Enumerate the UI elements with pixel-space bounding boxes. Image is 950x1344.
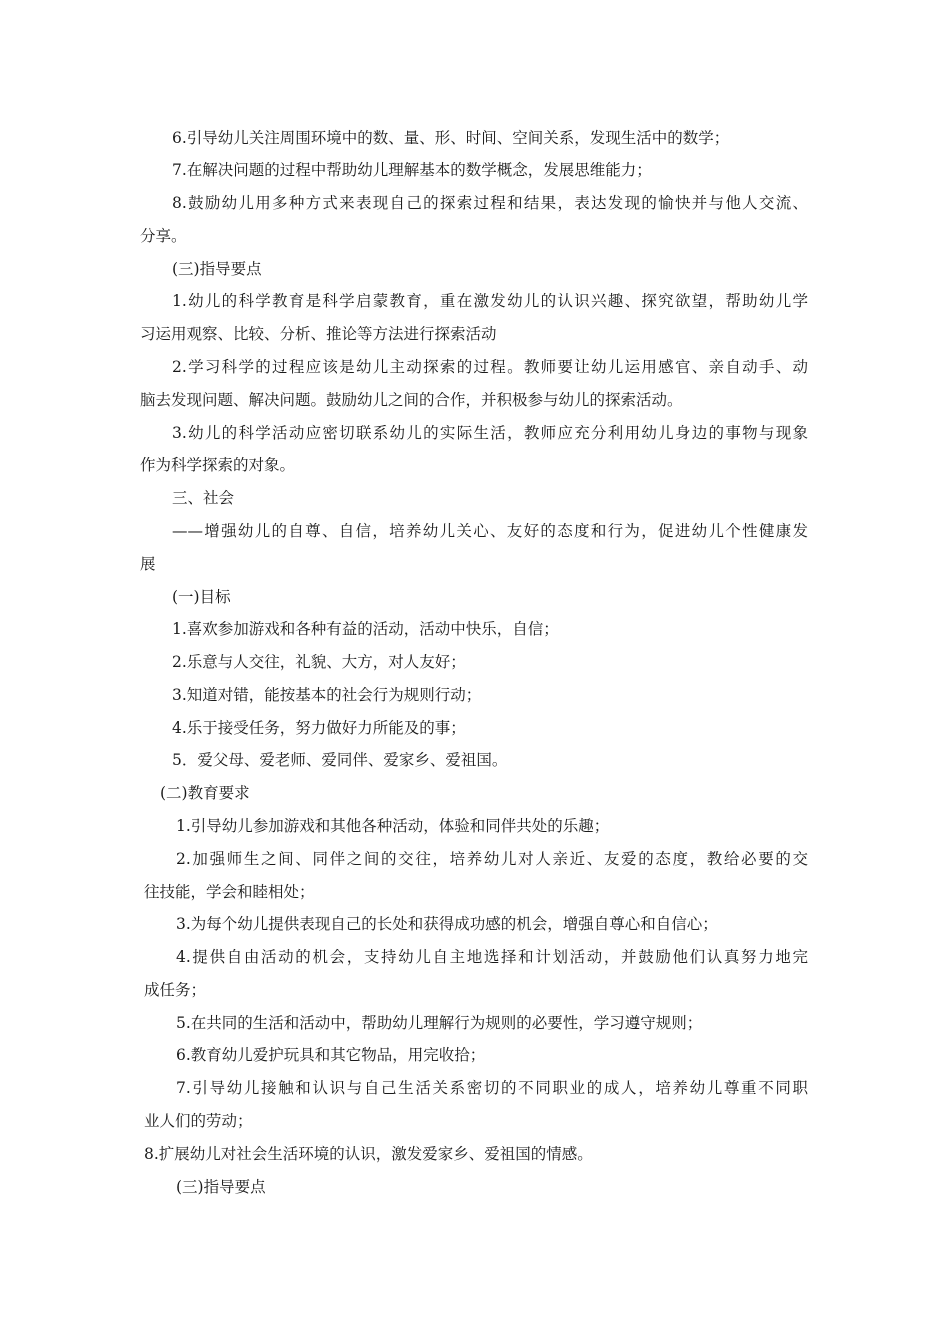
section-heading: (一)目标	[172, 588, 231, 606]
text-line: 2.加强师生之间、同伴之间的交往，培养幼儿对人亲近、友爱的态度，教给必要的交	[176, 850, 808, 868]
text-line: ——增强幼儿的自尊、自信，培养幼儿关心、友好的态度和行为，促进幼儿个性健康发	[172, 522, 808, 540]
text-line: 1.引导幼儿参加游戏和其他各种活动，体验和同伴共处的乐趣；	[176, 817, 610, 835]
text-line: 4.乐于接受任务，努力做好力所能及的事；	[172, 719, 466, 737]
text-line: 习运用观察、比较、分析、推论等方法进行探索活动	[140, 325, 497, 343]
section-heading: 三、社会	[172, 489, 235, 507]
text-line: 分享。	[140, 227, 187, 245]
text-line: 4.提供自由活动的机会，支持幼儿自主地选择和计划活动，并鼓励他们认真努力地完	[176, 948, 808, 966]
text-line: 1.喜欢参加游戏和各种有益的活动，活动中快乐，自信；	[172, 620, 559, 638]
text-line: 8.鼓励幼儿用多种方式来表现自己的探索过程和结果，表达发现的愉快并与他人交流、	[172, 194, 808, 212]
text-line: 6.引导幼儿关注周围环境中的数、量、形、时间、空间关系，发现生活中的数学；	[172, 129, 730, 147]
text-line: 3.幼儿的科学活动应密切联系幼儿的实际生活，教师应充分利用幼儿身边的事物与现象	[172, 424, 808, 442]
text-line: 成任务；	[144, 981, 207, 999]
section-heading: (二)教育要求	[160, 784, 250, 802]
text-line: 6.教育幼儿爱护玩具和其它物品，用完收拾；	[176, 1046, 486, 1064]
text-line: 3.为每个幼儿提供表现自己的长处和获得成功感的机会，增强自尊心和自信心；	[176, 915, 718, 933]
section-heading: (三)指导要点	[176, 1178, 266, 1196]
text-line: 5.在共同的生活和活动中，帮助幼儿理解行为规则的必要性，学习遵守规则；	[176, 1014, 703, 1032]
text-line: 3.知道对错，能按基本的社会行为规则行动；	[172, 686, 482, 704]
text-line: 8.扩展幼儿对社会生活环境的认识，激发爱家乡、爱祖国的情感。	[144, 1145, 593, 1163]
text-line: 脑去发现问题、解决问题。鼓励幼儿之间的合作，并积极参与幼儿的探索活动。	[140, 391, 683, 409]
text-line: 7.引导幼儿接触和认识与自己生活关系密切的不同职业的成人，培养幼儿尊重不同职	[176, 1079, 808, 1097]
text-line: 5．爱父母、爱老师、爱同伴、爱家乡、爱祖国。	[172, 751, 508, 769]
text-line: 2.乐意与人交往，礼貌、大方，对人友好；	[172, 653, 466, 671]
text-line: 往技能，学会和睦相处；	[144, 883, 315, 901]
text-line: 作为科学探索的对象。	[140, 456, 296, 474]
text-line: 2.学习科学的过程应该是幼儿主动探索的过程。教师要让幼儿运用感官、亲自动手、动	[172, 358, 808, 376]
text-line: 1.幼儿的科学教育是科学启蒙教育，重在激发幼儿的认识兴趣、探究欲望，帮助幼儿学	[172, 292, 808, 310]
text-line: 业人们的劳动；	[144, 1112, 253, 1130]
text-line: 展	[140, 555, 156, 573]
text-line: 7.在解决问题的过程中帮助幼儿理解基本的数学概念，发展思维能力；	[172, 161, 652, 179]
section-heading: (三)指导要点	[172, 260, 262, 278]
